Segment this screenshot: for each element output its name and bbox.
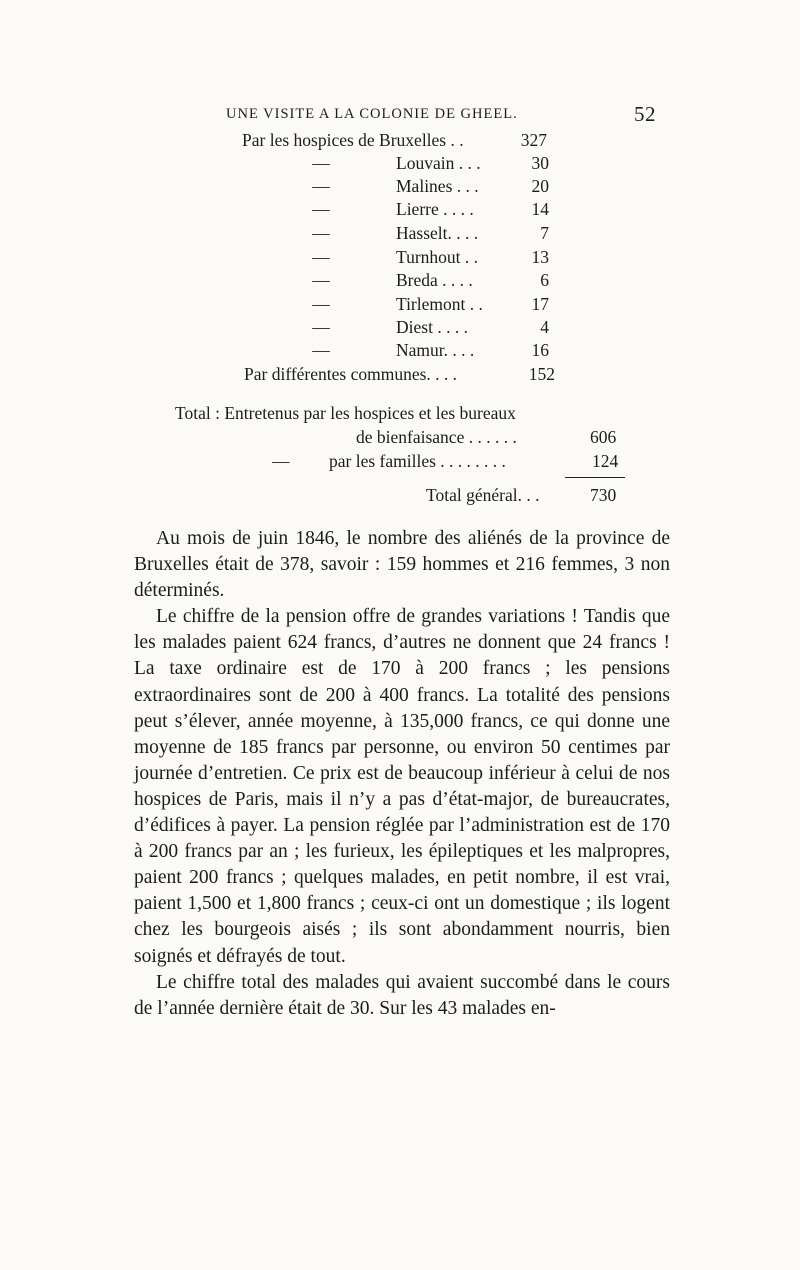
grand-total-value: 730	[590, 485, 617, 505]
table-row	[0, 222, 549, 244]
row-place: Louvain . . .	[396, 153, 481, 173]
row-place: Tirlemont . .	[396, 294, 483, 314]
row-value: 13	[531, 247, 549, 267]
row-value: 327	[520, 130, 547, 150]
table-row	[0, 175, 549, 197]
ditto-dash: —	[312, 270, 330, 290]
row-value: 6	[540, 270, 549, 290]
row-value: 30	[531, 153, 549, 173]
table-row	[0, 129, 547, 151]
totals-line-value: 124	[592, 451, 619, 471]
page-number: 52	[634, 102, 656, 126]
totals-line-label: par les familles . . . . . . . .	[329, 451, 506, 471]
row-value: 7	[540, 223, 549, 243]
ditto-dash: —	[272, 451, 290, 471]
ditto-dash: —	[312, 176, 330, 196]
running-header	[226, 102, 656, 128]
sum-rule	[565, 477, 625, 478]
paragraph: Le chiffre de la pension offre de grandes variations ! Tandis que les malades paient 624 francs, d’autres ne donnent que 24 francs ! La taxe ordinaire est de 170 à 200 francs ; les pensions extraordinaires sont de 200 à 400 francs. La totalité des pensions peut s’élever, année moyenne, à 135,000 francs, ce qui donne une moyenne de 185 francs par personne, ou environ 50 centimes par journée d’entretien. Ce prix est de beaucoup inférieur à celui de nos hospices de Paris, mais il n’y a pas d’état-major, de bureaucrates, d’édifices à payer. La pension réglée par l’administration est de 170 à 200 francs par an ; les furieux, les épileptiques et les malpropres, paient 200 francs ; quelques malades, en petit nombre, il est vrai, paient 1,500 et 1,800 francs ; ceux-ci ont un domestique ; ils logent chez les bourgeois aisés ; ils sont abondamment nourris, bien soignés et défrayés de tout.	[134, 606, 670, 967]
paragraph: Au mois de juin 1846, le nombre des aliénés de la province de Bruxelles était de 378, savoir : 159 hommes et 216 femmes, 3 non déterminés.	[134, 528, 670, 602]
table-row	[0, 316, 549, 338]
ditto-dash: —	[312, 340, 330, 360]
table-row	[0, 198, 549, 220]
row-place: Breda . . . .	[396, 270, 473, 290]
table-row	[0, 339, 549, 361]
row-place: Malines . . .	[396, 176, 479, 196]
running-title: UNE VISITE A LA COLONIE DE GHEEL.	[226, 106, 518, 122]
row-label: Par différentes communes. . . .	[244, 364, 458, 384]
ditto-dash: —	[312, 294, 330, 314]
row-value: 14	[531, 199, 549, 219]
row-place: Diest . . . .	[396, 317, 468, 337]
row-place: Namur. . . .	[396, 340, 475, 360]
row-place: Lierre . . . .	[396, 199, 474, 219]
table-row	[0, 152, 549, 174]
ditto-dash: —	[312, 317, 330, 337]
ditto-dash: —	[312, 199, 330, 219]
row-value: 16	[531, 340, 549, 360]
row-value: 4	[540, 317, 549, 337]
totals-heading: Total : Entretenus par les hospices et les bureaux	[175, 403, 516, 423]
row-label: Par les hospices de Bruxelles . .	[242, 130, 464, 150]
ditto-dash: —	[312, 153, 330, 173]
totals-line-label: de bienfaisance . . . . . .	[356, 427, 517, 447]
table-row	[0, 363, 555, 385]
row-value: 17	[531, 294, 549, 314]
body-text	[134, 526, 670, 1022]
ditto-dash: —	[312, 223, 330, 243]
totals-line-value: 606	[590, 427, 617, 447]
row-place: Turnhout . .	[396, 247, 479, 267]
table-row	[0, 269, 549, 291]
row-value: 20	[531, 176, 549, 196]
row-place: Hasselt. . . .	[396, 223, 479, 243]
grand-total-label: Total général. . .	[426, 485, 540, 505]
paragraph: Le chiffre total des malades qui avaient succombé dans le cours de l’année dernière était de 30. Sur les 43 malades en-	[134, 971, 670, 1019]
ditto-dash: —	[312, 247, 330, 267]
table-row	[0, 293, 549, 315]
table-row	[0, 246, 549, 268]
row-value: 152	[528, 364, 555, 384]
